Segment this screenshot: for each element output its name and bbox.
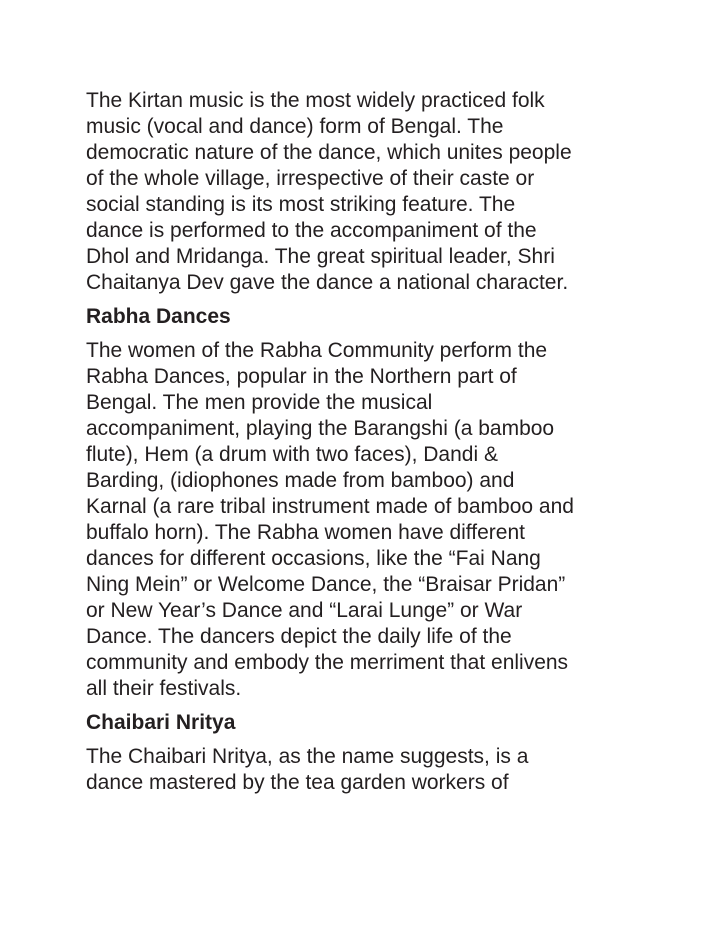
paragraph-line: Dance. The dancers depict the daily life of the — [86, 625, 512, 648]
paragraph-line: dance is performed to the accompaniment of the — [86, 219, 537, 242]
paragraph-line: democratic nature of the dance, which unites people — [86, 141, 572, 164]
paragraph-line: Ning Mein” or Welcome Dance, the “Braisar Pridan” — [86, 573, 566, 596]
paragraph-line: music (vocal and dance) form of Bengal. The — [86, 115, 504, 138]
paragraph-line: flute), Hem (a drum with two faces), Dandi & — [86, 443, 498, 466]
paragraph-line: The Chaibari Nritya, as the name suggests, is a — [86, 745, 529, 768]
paragraph-line: Dhol and Mridanga. The great spiritual leader, Shri — [86, 245, 555, 268]
kirtan-paragraph — [86, 88, 646, 296]
paragraph-line: or New Year’s Dance and “Larai Lunge” or War — [86, 599, 523, 622]
paragraph-line: The Kirtan music is the most widely practiced folk — [86, 89, 545, 112]
paragraph-line: dances for different occasions, like the “Fai Nang — [86, 547, 541, 570]
paragraph-line: dance mastered by the tea garden workers of — [86, 771, 509, 794]
rabha-paragraph — [86, 338, 646, 702]
paragraph-line: Karnal (a rare tribal instrument made of bamboo and — [86, 495, 574, 518]
chaibari-nritya-heading: Chaibari Nritya — [86, 711, 236, 734]
paragraph-line: Rabha Dances, popular in the Northern part of — [86, 365, 517, 388]
paragraph-line: social standing is its most striking feature. The — [86, 193, 516, 216]
chaibari-paragraph — [86, 744, 646, 796]
paragraph-line: buffalo horn). The Rabha women have different — [86, 521, 525, 544]
paragraph-line: of the whole village, irrespective of their caste or — [86, 167, 535, 190]
rabha-dances-heading: Rabha Dances — [86, 305, 231, 328]
paragraph-line: The women of the Rabha Community perform the — [86, 339, 548, 362]
paragraph-line: Bengal. The men provide the musical — [86, 391, 433, 414]
paragraph-line: community and embody the merriment that enlivens — [86, 651, 569, 674]
paragraph-line: Barding, (idiophones made from bamboo) and — [86, 469, 515, 492]
paragraph-line: all their festivals. — [86, 677, 242, 700]
document-page — [86, 88, 646, 804]
paragraph-line: accompaniment, playing the Barangshi (a bamboo — [86, 417, 555, 440]
paragraph-line: Chaitanya Dev gave the dance a national character. — [86, 271, 569, 294]
